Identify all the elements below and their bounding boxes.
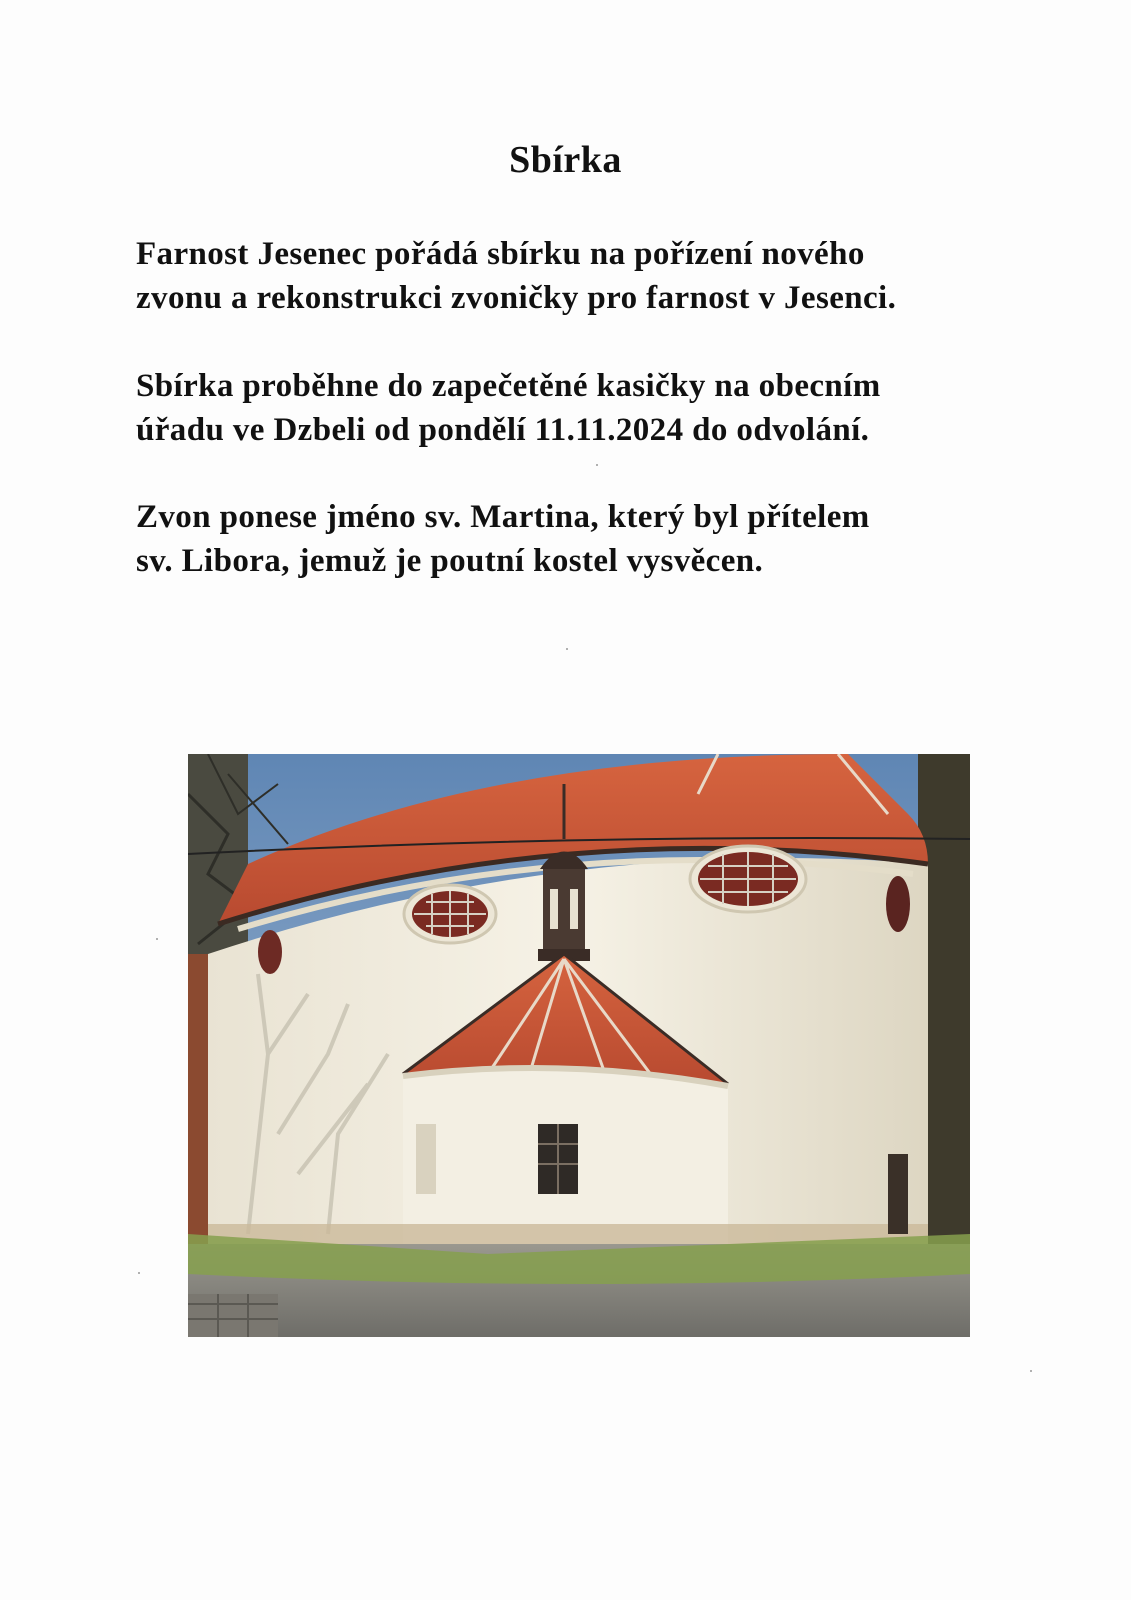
- paragraph-line: sv. Libora, jemuž je poutní kostel vysvěcen.: [136, 543, 764, 579]
- scan-speck: [1030, 1370, 1032, 1372]
- scan-speck: [596, 464, 598, 466]
- paragraph-bell-name: [136, 495, 1016, 583]
- paragraph-collection-location: [136, 364, 1016, 452]
- paragraph-line: úřadu ve Dzbeli od pondělí 11.11.2024 do odvolání.: [136, 412, 870, 448]
- page-title: Sbírka: [509, 139, 622, 181]
- scan-speck: [156, 938, 158, 940]
- paragraph-line: zvonu a rekonstrukci zvoničky pro farnost v Jesenci.: [136, 280, 897, 316]
- paragraph-line: Sbírka proběhne do zapečetěné kasičky na obecním: [136, 368, 881, 404]
- scan-speck: [566, 648, 568, 650]
- scan-speck: [138, 1272, 140, 1274]
- church-photo: [188, 754, 970, 1337]
- paragraph-line: Farnost Jesenec pořádá sbírku na pořízení nového: [136, 236, 865, 272]
- paragraph-collection-announcement: [136, 232, 1016, 320]
- paragraph-line: Zvon ponese jméno sv. Martina, který byl přítelem: [136, 499, 870, 535]
